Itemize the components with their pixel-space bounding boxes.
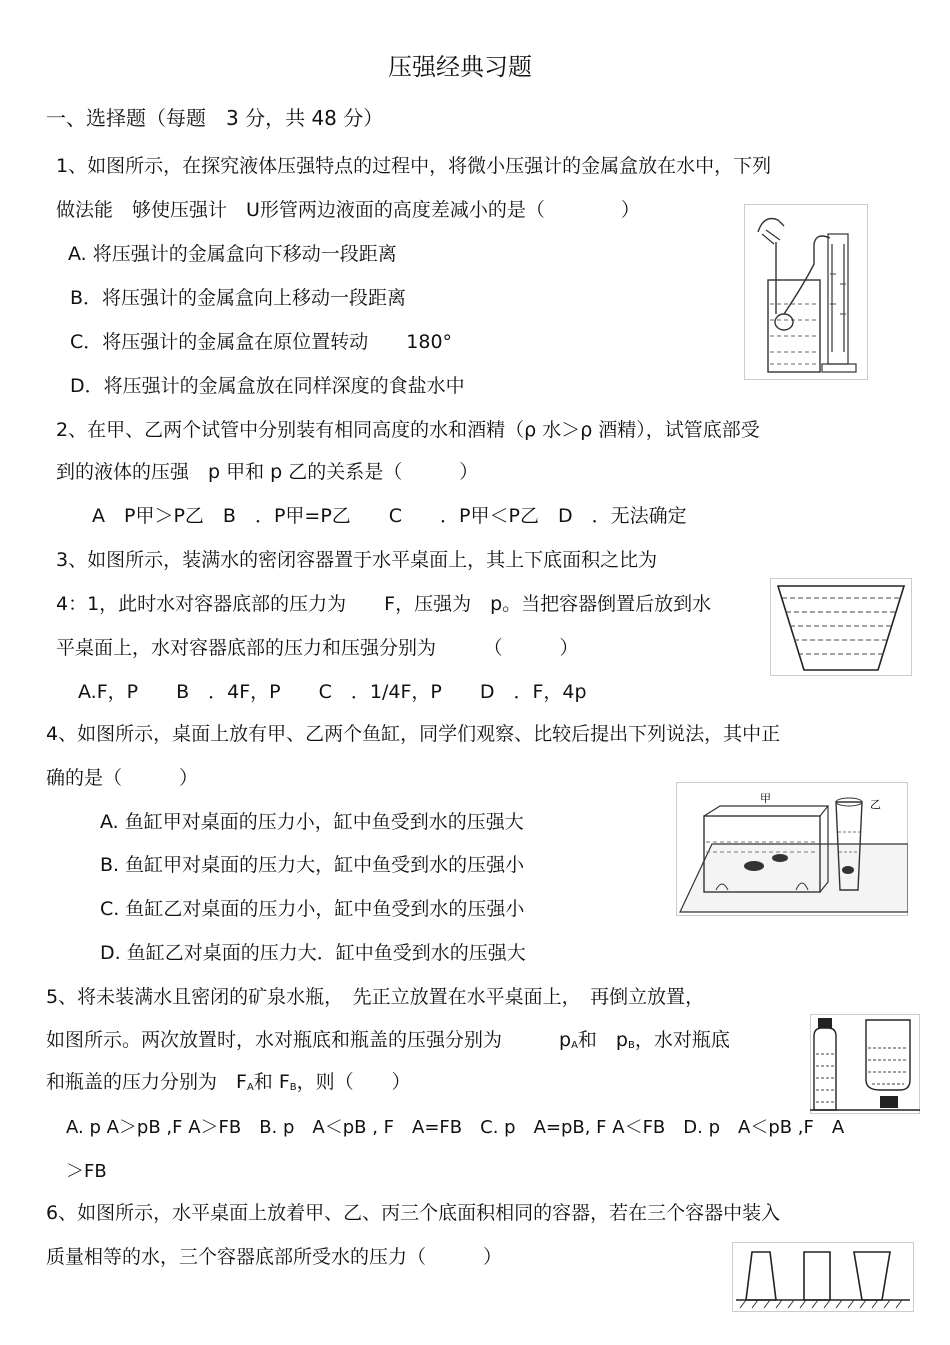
q5-line3-a: 和瓶盖的压力分别为 F: [46, 1071, 247, 1093]
q4-option-b: B. 鱼缸甲对桌面的压力大，缸中鱼受到水的压强小: [100, 854, 525, 876]
q5-stem-line2: [46, 1028, 730, 1058]
q5-line2-c: ，水对瓶底: [634, 1029, 730, 1051]
q3-options: A.F，P B ．4F，P C ．1/4F，P D ．F，4p: [78, 681, 587, 703]
q1-stem-line2: 做法能 够使压强计 U形管两边液面的高度差减小的是（ ）: [56, 199, 640, 221]
q1-option-b: B．将压强计的金属盒向上移动一段距离: [70, 287, 407, 309]
page-title: 压强经典习题: [388, 53, 532, 81]
q5-line3-b: 和 F: [253, 1071, 290, 1093]
section-heading: 一、选择题（每题 3 分，共 48 分）: [46, 106, 384, 130]
q5-sub-a: A: [571, 1040, 578, 1051]
q4-stem-line2: 确的是（ ）: [46, 767, 199, 789]
q3-container-figure: [770, 578, 912, 676]
q2-stem-line1: 2、在甲、乙两个试管中分别装有相同高度的水和酒精（ρ 水＞ρ 酒精），试管底部受: [56, 419, 760, 441]
q5-line3-c: ，则（ ）: [296, 1071, 411, 1093]
q5-sub-a2: A: [246, 1082, 254, 1093]
q4-option-c: C. 鱼缸乙对桌面的压力小，缸中鱼受到水的压强小: [100, 898, 525, 920]
q4-label-yi: 乙: [870, 798, 881, 811]
q5-options-cont: ＞FB: [66, 1161, 107, 1182]
q4-fish-tank-figure: [676, 782, 908, 916]
q1-option-c: C．将压强计的金属盒在原位置转动 180°: [70, 331, 453, 353]
q3-stem-line3: 平桌面上，水对容器底部的压力和压强分别为 （ ）: [56, 637, 579, 659]
q3-stem-line1: 3、如图所示，装满水的密闭容器置于水平桌面上，其上下底面积之比为: [56, 549, 658, 571]
q3-stem-line2: 4：1，此时水对容器底部的压力为 F，压强为 p。当把容器倒置后放到水: [56, 593, 712, 615]
q2-stem-line2: 到的液体的压强 p 甲和 p 乙的关系是（ ）: [56, 461, 479, 483]
q5-sub-b: B: [627, 1040, 635, 1051]
q5-sub-b2: B: [289, 1082, 297, 1093]
q1-stem-line1: 1、如图所示，在探究液体压强特点的过程中，将微小压强计的金属盒放在水中，下列: [56, 155, 772, 177]
q1-option-d: D．将压强计的金属盒放在同样深度的食盐水中: [70, 375, 465, 397]
q5-options: A. p A＞pB ,F A＞FB B. p A＜pB , F A=FB C. p A=pB, F A＜FB D. p A＜pB ,F A: [66, 1117, 845, 1138]
q4-stem-line1: 4、如图所示，桌面上放有甲、乙两个鱼缸，同学们观察、比较后提出下列说法，其中正: [46, 723, 781, 745]
q4-option-a: A. 鱼缸甲对桌面的压力小，缸中鱼受到水的压强大: [100, 811, 524, 833]
q4-option-d: D. 鱼缸乙对桌面的压力大．缸中鱼受到水的压强大: [100, 942, 526, 964]
q6-stem-line1: 6、如图所示，水平桌面上放着甲、乙、丙三个底面积相同的容器，若在三个容器中装入: [46, 1202, 781, 1224]
q5-line2-a: 如图所示。两次放置时，水对瓶底和瓶盖的压强分别为 p: [46, 1029, 572, 1051]
q1-pressure-gauge-figure: [744, 204, 868, 380]
q6-stem-line2: 质量相等的水，三个容器底部所受水的压力（ ）: [46, 1246, 503, 1268]
q5-line2-b: 和 p: [577, 1029, 628, 1051]
q2-options: A P甲＞P乙 B ．P甲=P乙 C ．P甲＜P乙 D ．无法确定: [92, 505, 687, 527]
q5-stem-line1: 5、将未装满水且密闭的矿泉水瓶， 先正立放置在水平桌面上， 再倒立放置，: [46, 986, 705, 1008]
q4-label-jia: 甲: [760, 792, 771, 805]
q6-three-containers-figure: [732, 1242, 914, 1312]
q5-bottle-figure: [810, 1014, 920, 1114]
q5-stem-line3: [46, 1070, 411, 1100]
q1-option-a: A. 将压强计的金属盒向下移动一段距离: [68, 243, 397, 265]
